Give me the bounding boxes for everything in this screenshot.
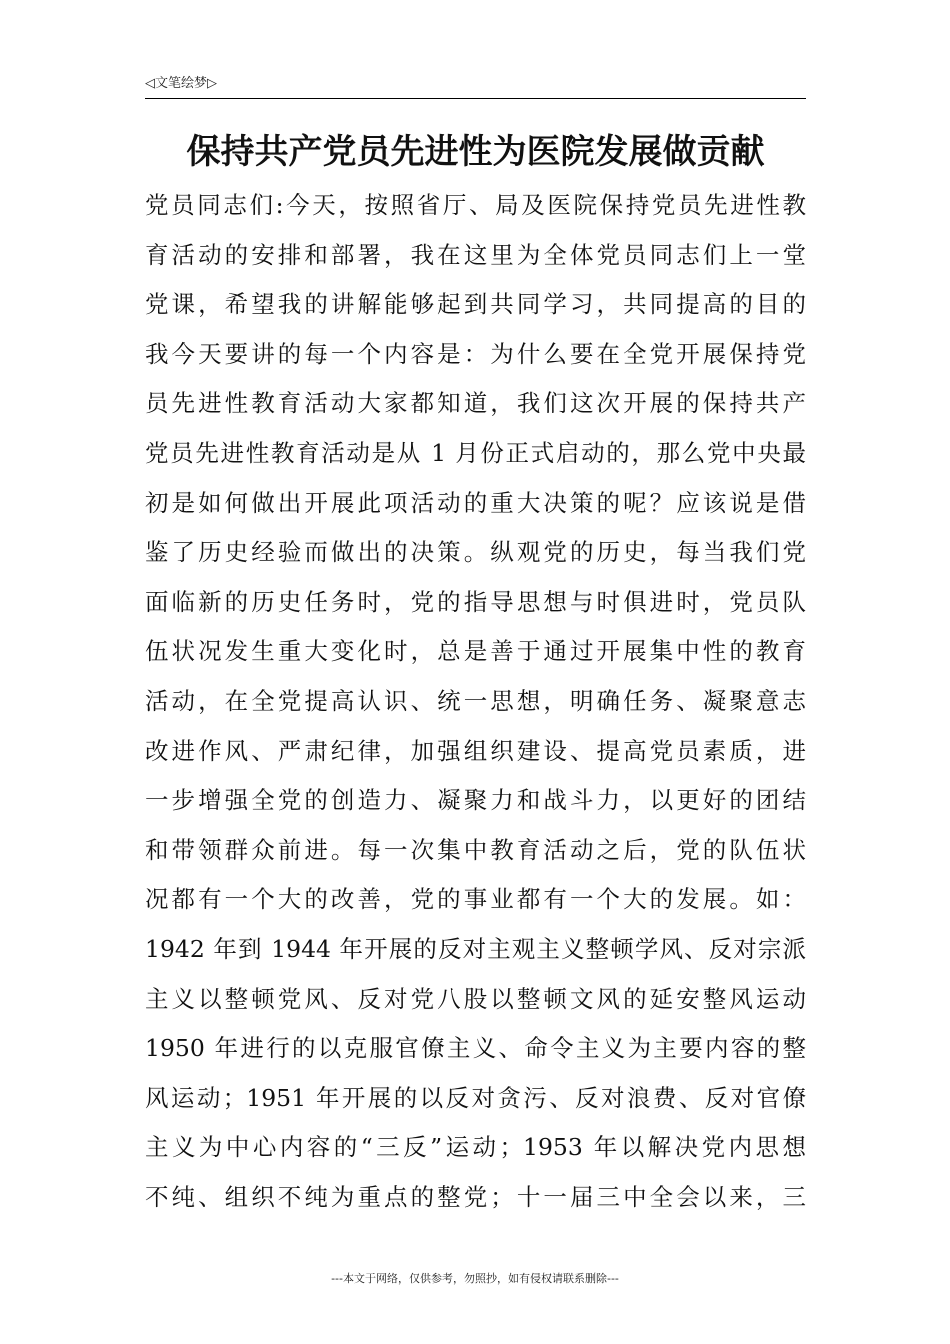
body-line: 况都有一个大的改善，党的事业都有一个大的发展。如： [145,885,806,914]
body-line: 我今天要讲的每一个内容是：为什么要在全党开展保持党 [145,339,806,368]
document-body [145,181,806,1222]
body-line: 和带领群众前进。每一次集中教育活动之后，党的队伍状 [145,835,806,864]
document-title: 保持共产党员先进性为医院发展做贡献 [186,132,765,172]
body-line: 主义为中心内容的“三反”运动；1953 年以解决党内思想 [145,1133,806,1162]
body-line: 伍状况发生重大变化时，总是善于通过开展集中性的教育 [145,637,806,666]
body-line: 面临新的历史任务时，党的指导思想与时俱进时，党员队 [145,587,806,616]
body-line: 1942 年到 1944 年开展的反对主观主义整顿学风、反对宗派 [145,934,806,963]
body-line: 鉴了历史经验而做出的决策。纵观党的历史，每当我们党 [145,538,806,567]
body-line: 一步增强全党的创造力、凝聚力和战斗力，以更好的团结 [145,786,806,815]
body-line: 活动，在全党提高认识、统一思想，明确任务、凝聚意志 [145,686,806,715]
body-line: 初是如何做出开展此项活动的重大决策的呢？应该说是借 [145,488,806,517]
header-label: ◁文笔绘梦▷ [145,76,217,91]
body-line: 党员同志们:今天，按照省厅、局及医院保持党员先进性教 [145,191,806,219]
body-line: 1950 年进行的以克服官僚主义、命令主义为主要内容的整 [145,1034,806,1063]
body-line: 育活动的安排和部署，我在这里为全体党员同志们上一堂 [145,240,806,269]
body-line: 不纯、组织不纯为重点的整党；十一届三中全会以来，三 [145,1182,806,1211]
body-line: 员先进性教育活动大家都知道，我们这次开展的保持共产 [145,389,806,418]
body-line: 风运动；1951 年开展的以反对贪污、反对浪费、反对官僚 [145,1083,806,1112]
body-line: 党课，希望我的讲解能够起到共同学习，共同提高的目的 [145,290,806,319]
page-footer: ---本文于网络，仅供参考，勿照抄，如有侵权请联系删除--- [331,1272,619,1285]
body-line: 党员先进性教育活动是从 1 月份正式启动的，那么党中央最 [145,438,806,467]
body-line: 主义以整顿党风、反对党八股以整顿文风的延安整风运动 [145,984,806,1013]
page-header [145,76,806,99]
body-line: 改进作风、严肃纪律，加强组织建设、提高党员素质，进 [145,736,806,765]
